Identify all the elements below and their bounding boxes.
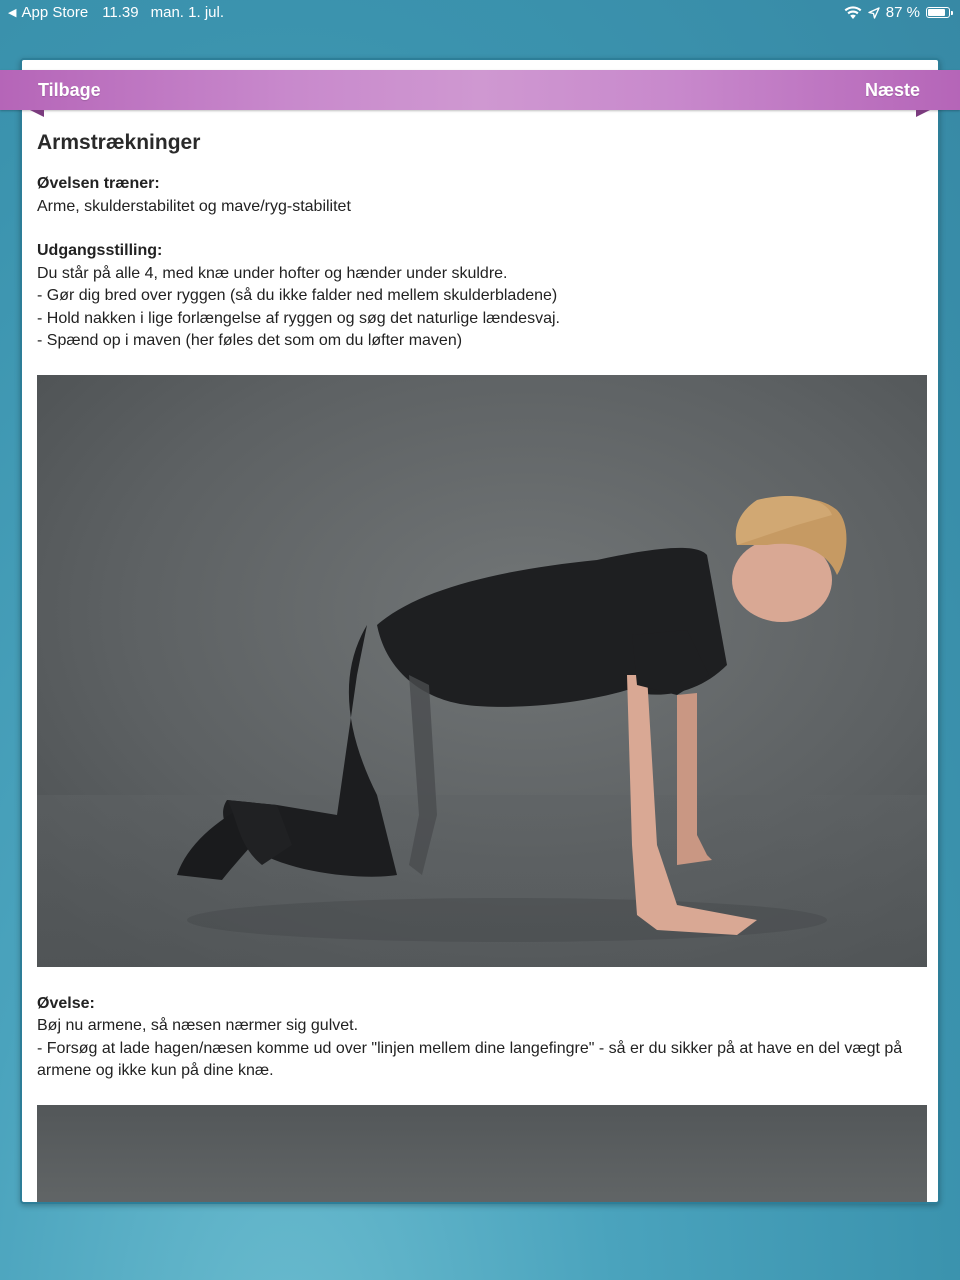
ribbon-fold-left bbox=[30, 110, 44, 117]
status-date: man. 1. jul. bbox=[150, 4, 224, 21]
wifi-icon bbox=[844, 6, 862, 20]
navigation-ribbon bbox=[0, 70, 960, 112]
exercise-line: - Forsøg at lade hagen/næsen komme ud over "linjen mellem dine langefingre" - så er du sikker på at have en del vægt på armene og ikke kun på dine knæ. bbox=[37, 1039, 903, 1079]
exercise-line: Bøj nu armene, så næsen nærmer sig gulvet. bbox=[37, 1017, 359, 1034]
content-panel[interactable] bbox=[20, 58, 940, 1204]
exercise-photo-start-position bbox=[37, 375, 927, 967]
back-button[interactable]: Tilbage bbox=[38, 80, 101, 100]
page-title: Armstrækninger bbox=[37, 131, 201, 154]
trains-text: Arme, skulderstabilitet og mave/ryg-stabilitet bbox=[37, 197, 351, 215]
start-position-line: - Hold nakken i lige forlængelse af ryggen og søg det naturlige lændesvaj. bbox=[37, 309, 560, 327]
exercise-content bbox=[37, 130, 927, 1204]
battery-icon bbox=[926, 7, 950, 18]
status-bar-left bbox=[8, 4, 224, 21]
back-to-app-link[interactable]: App Store bbox=[21, 4, 89, 21]
ribbon-fold-right bbox=[916, 110, 930, 117]
trains-section bbox=[37, 173, 927, 218]
next-button[interactable]: Næste bbox=[864, 80, 920, 100]
start-position-line: - Spænd op i maven (her føles det som om du løfter maven) bbox=[37, 332, 463, 349]
start-position-line: Du står på alle 4, med knæ under hofter og hænder under skuldre. bbox=[37, 264, 508, 282]
location-icon bbox=[868, 7, 880, 19]
exercise-photo-movement bbox=[37, 1105, 927, 1205]
status-time: 11.39 bbox=[102, 4, 139, 21]
exercise-heading: Øvelse: bbox=[37, 994, 95, 1012]
start-position-heading: Udgangsstilling: bbox=[37, 242, 163, 259]
status-bar bbox=[0, 0, 960, 26]
battery-fill bbox=[928, 9, 945, 16]
back-arrow-icon[interactable]: ◀ bbox=[8, 7, 17, 19]
battery-percent: 87 % bbox=[885, 4, 920, 21]
status-bar-right bbox=[844, 4, 950, 21]
exercise-section bbox=[37, 993, 927, 1083]
start-position-line: - Gør dig bred over ryggen (så du ikke falder ned mellem skulderbladene) bbox=[37, 287, 558, 304]
start-position-section bbox=[37, 240, 927, 353]
trains-heading: Øvelsen træner: bbox=[37, 175, 160, 192]
ribbon-bar bbox=[0, 70, 960, 110]
